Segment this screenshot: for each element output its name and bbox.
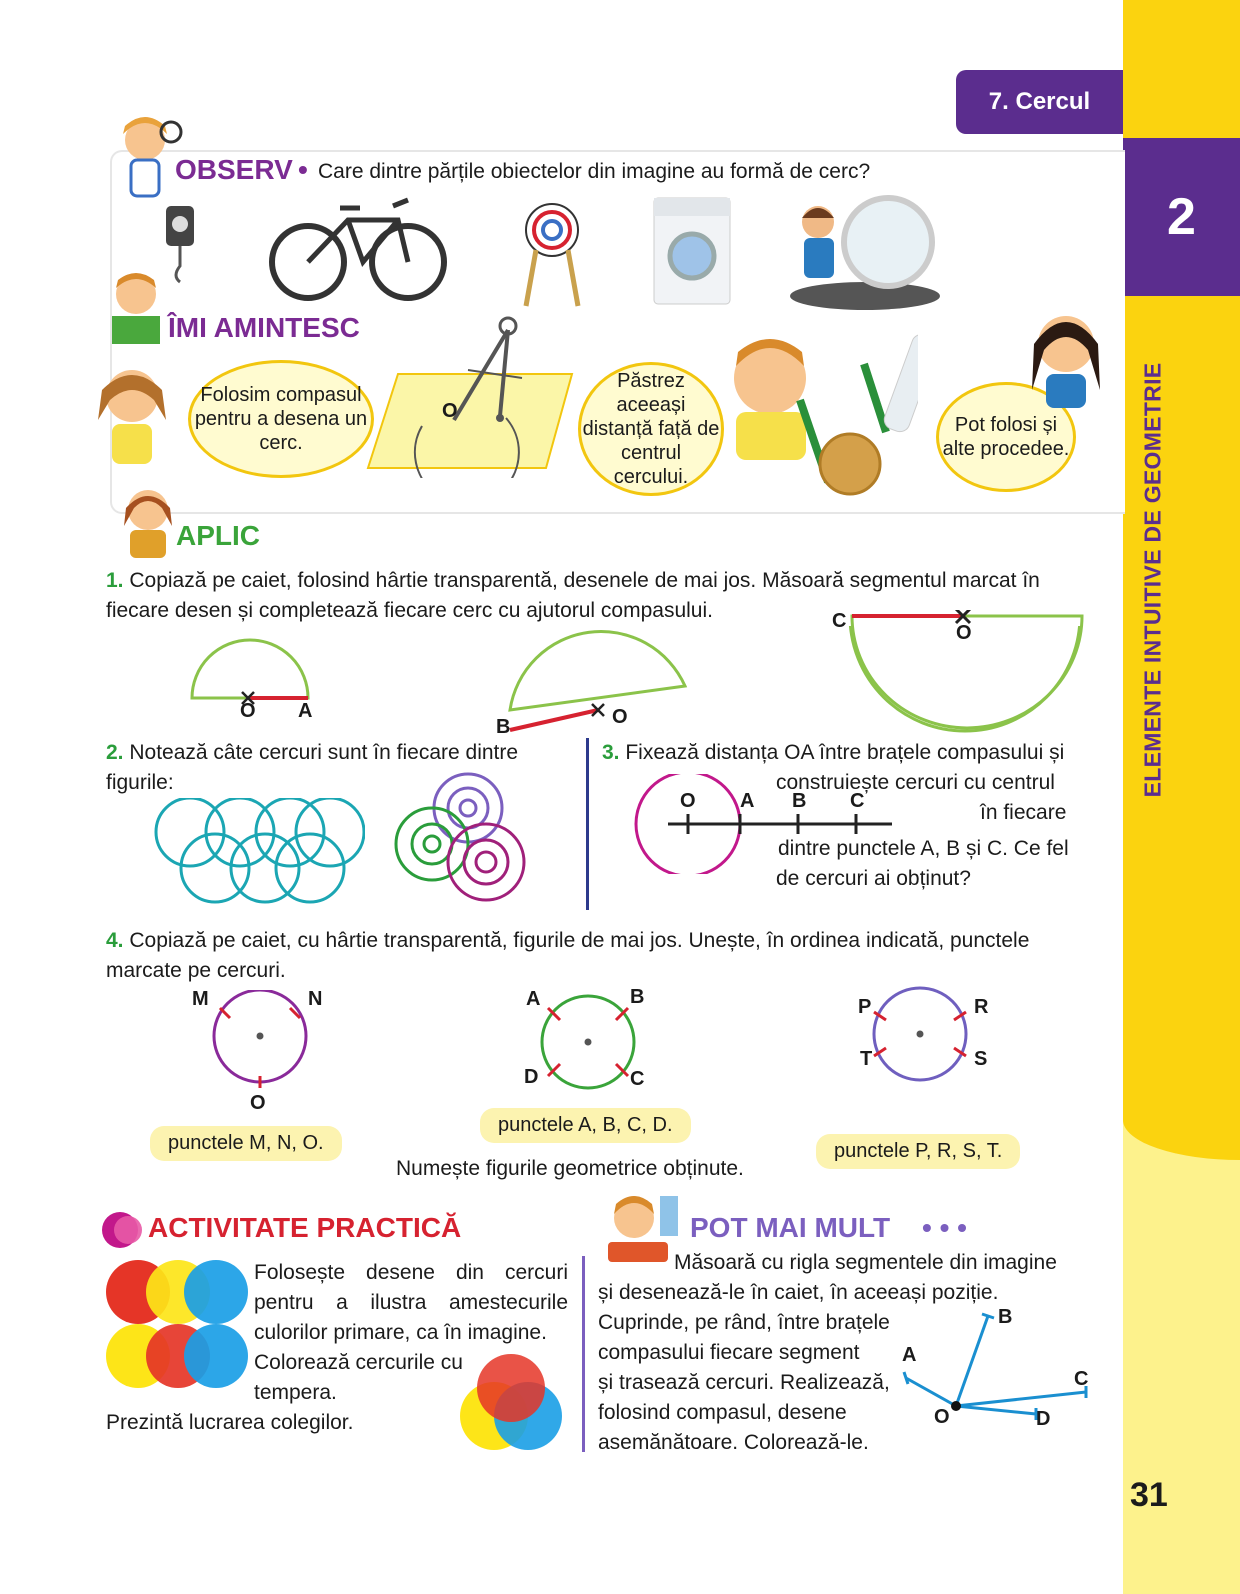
- pot-label-d: D: [1036, 1408, 1051, 1430]
- ex3-line-5: de cercuri ai obținut?: [776, 867, 971, 890]
- pot-line-4: compasului fiecare segment: [598, 1341, 860, 1364]
- ex3-label-b: B: [792, 790, 807, 812]
- ex4-label-d: D: [524, 1066, 539, 1088]
- boy-mirror-icon: [790, 192, 940, 312]
- ex1-label-a: A: [298, 700, 313, 722]
- ex1-label-o1: O: [240, 700, 256, 722]
- girl-character-icon: [84, 360, 184, 470]
- girl-writing-icon: [114, 486, 178, 560]
- pot-line-1: Măsoară cu rigla segmentele din imagine: [674, 1251, 1057, 1274]
- ex1-number: 1.: [106, 569, 124, 592]
- target-icon: [520, 200, 584, 308]
- ex3-number: 3.: [602, 741, 620, 764]
- compass-drawing-icon: [358, 308, 578, 478]
- pot-line-7: asemănătoare. Colorează-le.: [598, 1431, 869, 1454]
- boy-reading-icon: [106, 268, 166, 348]
- activitate-line-4: Colorează cercurile cu: [254, 1351, 463, 1374]
- pot-label-o: O: [934, 1406, 950, 1428]
- pot-label-c: C: [1074, 1368, 1089, 1390]
- bicycle-icon: [268, 190, 448, 305]
- ex4-label-p: P: [858, 996, 872, 1018]
- unit-number: 2: [1123, 138, 1240, 296]
- amintesc-heading: ÎMI AMINTESC: [168, 312, 360, 343]
- boy-books-icon: [600, 1190, 682, 1270]
- activitate-line-5: tempera.: [254, 1381, 337, 1404]
- sidebar-title: ELEMENTE INTUITIVE DE GEOMETRIE: [1139, 362, 1166, 798]
- activitate-line-6: Prezintă lucrarea colegilor.: [106, 1411, 354, 1434]
- ex1-label-o2: O: [612, 706, 628, 728]
- activitate-line-3: culorilor primare, ca în imagine.: [254, 1321, 547, 1344]
- boy-pencil-coin-icon: [718, 322, 918, 502]
- ex4-label-o: O: [250, 1092, 266, 1114]
- color-mix-circles: [102, 1258, 250, 1392]
- ex2-concentric-circles: [388, 770, 538, 910]
- ex3-line-4: dintre punctele A, B și C. Ce fel: [778, 837, 1069, 860]
- rgb-venn-circles: [458, 1352, 564, 1452]
- ex4-label-b: B: [630, 986, 645, 1008]
- column-divider: [586, 738, 589, 910]
- scale-icon: [160, 196, 200, 296]
- ex1-label-b: B: [496, 716, 511, 738]
- aplic-heading: APLIC: [176, 520, 260, 551]
- page-number: 31: [1130, 1476, 1168, 1514]
- speech-bubble-compass: Folosim compasul pentru a desena un cerc.: [188, 360, 374, 478]
- chapter-tab: 7. Cercul: [956, 70, 1123, 134]
- ex4-circle-abcd: [536, 992, 640, 1096]
- ex2-number: 2.: [106, 741, 124, 764]
- ex4-label-a: A: [526, 988, 541, 1010]
- ex3-circle-line: [634, 774, 964, 874]
- activitate-line-2: pentru a ilustra amestecurile: [254, 1291, 568, 1314]
- ex3-label-a: A: [740, 790, 755, 812]
- ex4-label-s: S: [974, 1048, 988, 1070]
- ex3-label-o: O: [680, 790, 696, 812]
- ex4-text: [106, 926, 1106, 986]
- bottom-divider: [582, 1256, 585, 1452]
- activity-circles-icon: [100, 1210, 146, 1250]
- ex2-instruction: Notează câte cercuri sunt în fiecare dintre figurile:: [106, 741, 519, 794]
- ex4-pill-abcd: punctele A, B, C, D.: [480, 1108, 691, 1143]
- ex4-pill-mno: punctele M, N, O.: [150, 1126, 342, 1161]
- ex1-label-o3: O: [956, 622, 972, 644]
- activitate-heading: ACTIVITATE PRACTICĂ: [148, 1212, 462, 1243]
- ex4-label-c: C: [630, 1068, 645, 1090]
- pot-heading: POT MAI MULT: [690, 1212, 891, 1243]
- speech-bubble-distance: Păstrez aceeași distanță față de centrul cercului.: [578, 362, 724, 496]
- girl-dark-hair-icon: [1020, 300, 1112, 410]
- pot-line-6: folosind compasul, desene: [598, 1401, 847, 1424]
- ex1-label-c: C: [832, 610, 847, 632]
- ex4-pill-prst: punctele P, R, S, T.: [816, 1134, 1020, 1169]
- ex4-instruction: Copiază pe caiet, cu hârtie transparentă, figurile de mai jos. Unește, în ordinea indicată, punctele marcate pe cercuri.: [106, 929, 1030, 982]
- pot-label-b: B: [998, 1306, 1013, 1328]
- ex4-label-n: N: [308, 988, 323, 1010]
- washing-machine-icon: [652, 196, 732, 306]
- ex4-label-r: R: [974, 996, 989, 1018]
- girl-magnifier-icon: [105, 112, 185, 202]
- observ-heading: OBSERV: [175, 154, 293, 185]
- ex4-number: 4.: [106, 929, 124, 952]
- observ-bullet: •: [298, 154, 308, 185]
- ex4-label-t: T: [860, 1048, 873, 1070]
- pot-line-2: și desenează-le în caiet, în aceeași poziție.: [598, 1281, 999, 1304]
- ex1-instruction: Copiază pe caiet, folosind hârtie transparentă, desenele de mai jos. Măsoară segmentul marcat în fiecare desen și completează fiecare cerc cu ajutorul compasului.: [106, 569, 1040, 622]
- ex4-circle-mno: [206, 990, 316, 1090]
- ex3-line-3: în fiecare: [980, 801, 1067, 824]
- ex2-overlapping-circles: [150, 798, 365, 906]
- ex4-footer: Numește figurile geometrice obținute.: [396, 1157, 744, 1180]
- pot-dots: • • •: [922, 1212, 967, 1243]
- ex3-line-2: construiește cercuri cu centrul: [776, 771, 1055, 794]
- ex3-label-c: C: [850, 790, 865, 812]
- observ-question: Care dintre părțile obiectelor din imagine au formă de cerc?: [318, 160, 871, 183]
- ex4-label-m: M: [192, 988, 209, 1010]
- speech-bubble-other: Pot folosi și alte procedee.: [936, 382, 1076, 492]
- activitate-line-1: Folosește desene din cercuri: [254, 1261, 568, 1284]
- compass-center-label: O: [442, 400, 458, 422]
- ex3-line-1: 3. Fixează distanța OA între brațele compasului și: [602, 741, 1065, 764]
- pot-line-3: Cuprinde, pe rând, între brațele: [598, 1311, 890, 1334]
- pot-label-a: A: [902, 1344, 917, 1366]
- ex4-circle-prst: [866, 986, 976, 1086]
- pot-line-5: și trasează cercuri. Realizează,: [598, 1371, 890, 1394]
